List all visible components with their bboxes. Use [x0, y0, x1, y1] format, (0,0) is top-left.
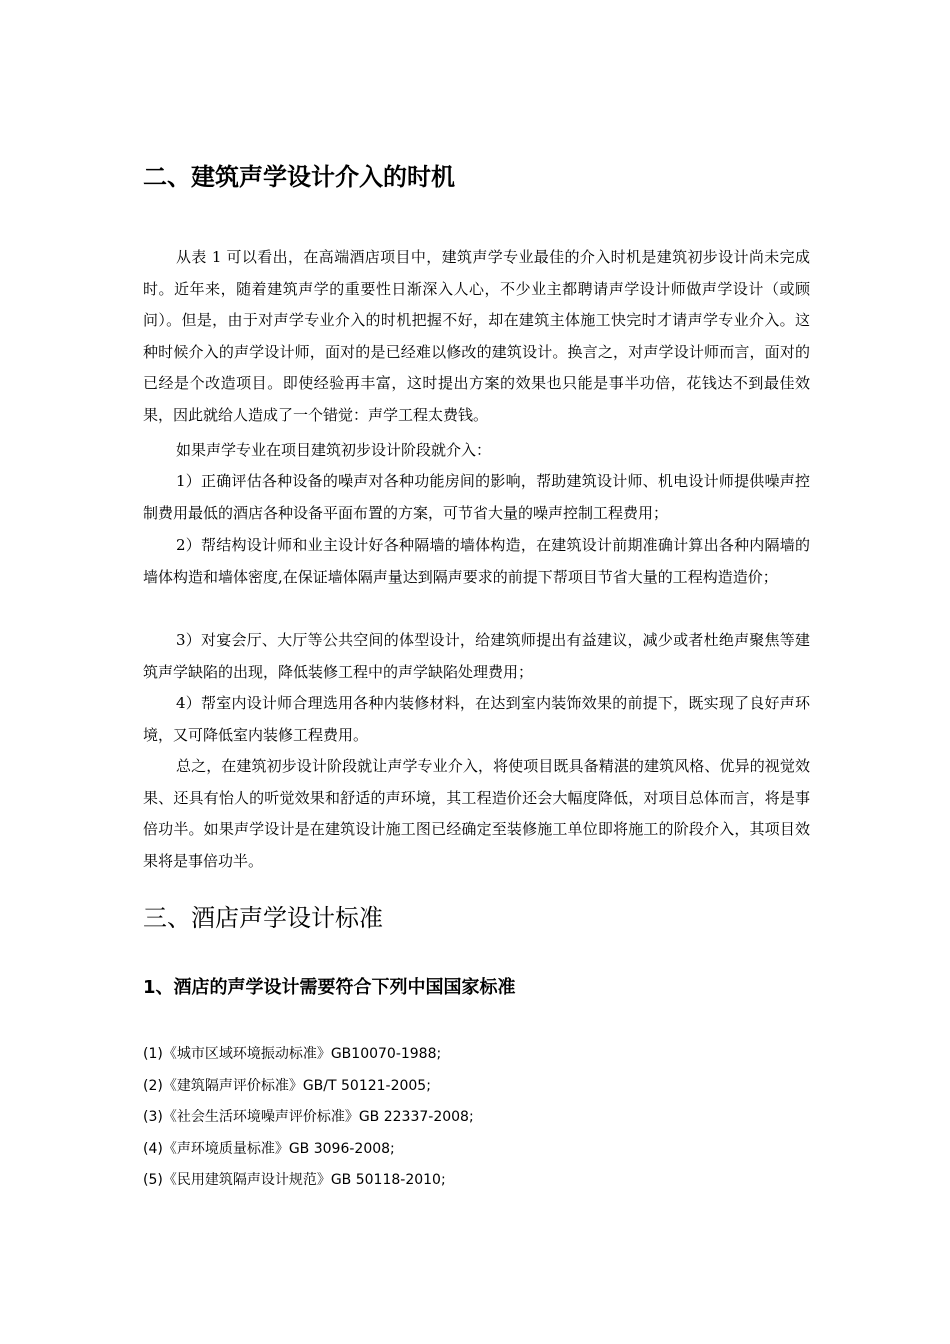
paragraph-point-1: 1）正确评估各种设备的噪声对各种功能房间的影响，帮助建筑设计师、机电设计师提供噪声控制费用最低的酒店各种设备平面布置的方案，可节省大量的噪声控制工程费用； [143, 472, 810, 522]
section-2-heading: 二、建筑声学设计介入的时机 [143, 163, 455, 191]
standard-item: (2)《建筑隔声评价标准》GB/T 50121-2005; [143, 1077, 431, 1094]
standard-item: (4)《声环境质量标准》GB 3096-2008; [143, 1140, 395, 1157]
standard-item: (5)《民用建筑隔声设计规范》GB 50118-2010; [143, 1172, 446, 1188]
paragraph-point-4: 4）帮室内设计师合理选用各种内装修材料，在达到室内装饰效果的前提下，既实现了良好声环境，又可降低室内装修工程费用。 [143, 694, 810, 744]
paragraph-lead-in: 如果声学专业在项目建筑初步设计阶段就介入： [176, 441, 492, 459]
section-3-heading: 三、酒店声学设计标准 [143, 904, 383, 932]
paragraph-intro: 从表 1 可以看出，在高端酒店项目中，建筑声学专业最佳的介入时机是建筑初步设计尚未完成时。近年来，随着建筑声学的重要性日渐深入人心，不少业主都聘请声学设计师做声学设计（或顾问）。但是，由于对声学专业介入的时机把握不好，却在建筑主体施工快完时才请声学专业介入。这种时候介入的声学设计师，面对的是已经难以修改的建筑设计。换言之，对声学设计师而言，面对的已经是个改造项目。即使经验再丰富，这时提出方案的效果也只能是事半功倍，花钱达不到最佳效果，因此就给人造成了一个错觉：声学工程太费钱。 [143, 248, 810, 424]
subsection-heading: 1、酒店的声学设计需要符合下列中国国家标准 [143, 977, 516, 998]
paragraph-point-3: 3）对宴会厅、大厅等公共空间的体型设计，给建筑师提出有益建议，减少或者杜绝声聚焦等建筑声学缺陷的出现，降低装修工程中的声学缺陷处理费用； [143, 631, 810, 681]
standard-item: (3)《社会生活环境噪声评价标准》GB 22337-2008; [143, 1109, 474, 1125]
paragraph-point-2: 2）帮结构设计师和业主设计好各种隔墙的墙体构造，在建筑设计前期准确计算出各种内隔墙的墙体构造和墙体密度,在保证墙体隔声量达到隔声要求的前提下帮项目节省大量的工程构造造价； [143, 536, 810, 586]
standard-item: (1)《城市区域环境振动标准》GB10070-1988; [143, 1046, 442, 1062]
standards-list [143, 1039, 810, 1197]
paragraph-summary: 总之，在建筑初步设计阶段就让声学专业介入，将使项目既具备精湛的建筑风格、优异的视觉效果、还具有怡人的听觉效果和舒适的声环境，其工程造价还会大幅度降低，对项目总体而言，将是事倍功半。如果声学设计是在建筑设计施工图已经确定至装修施工单位即将施工的阶段介入，其项目效果将是事倍功半。 [143, 757, 810, 870]
